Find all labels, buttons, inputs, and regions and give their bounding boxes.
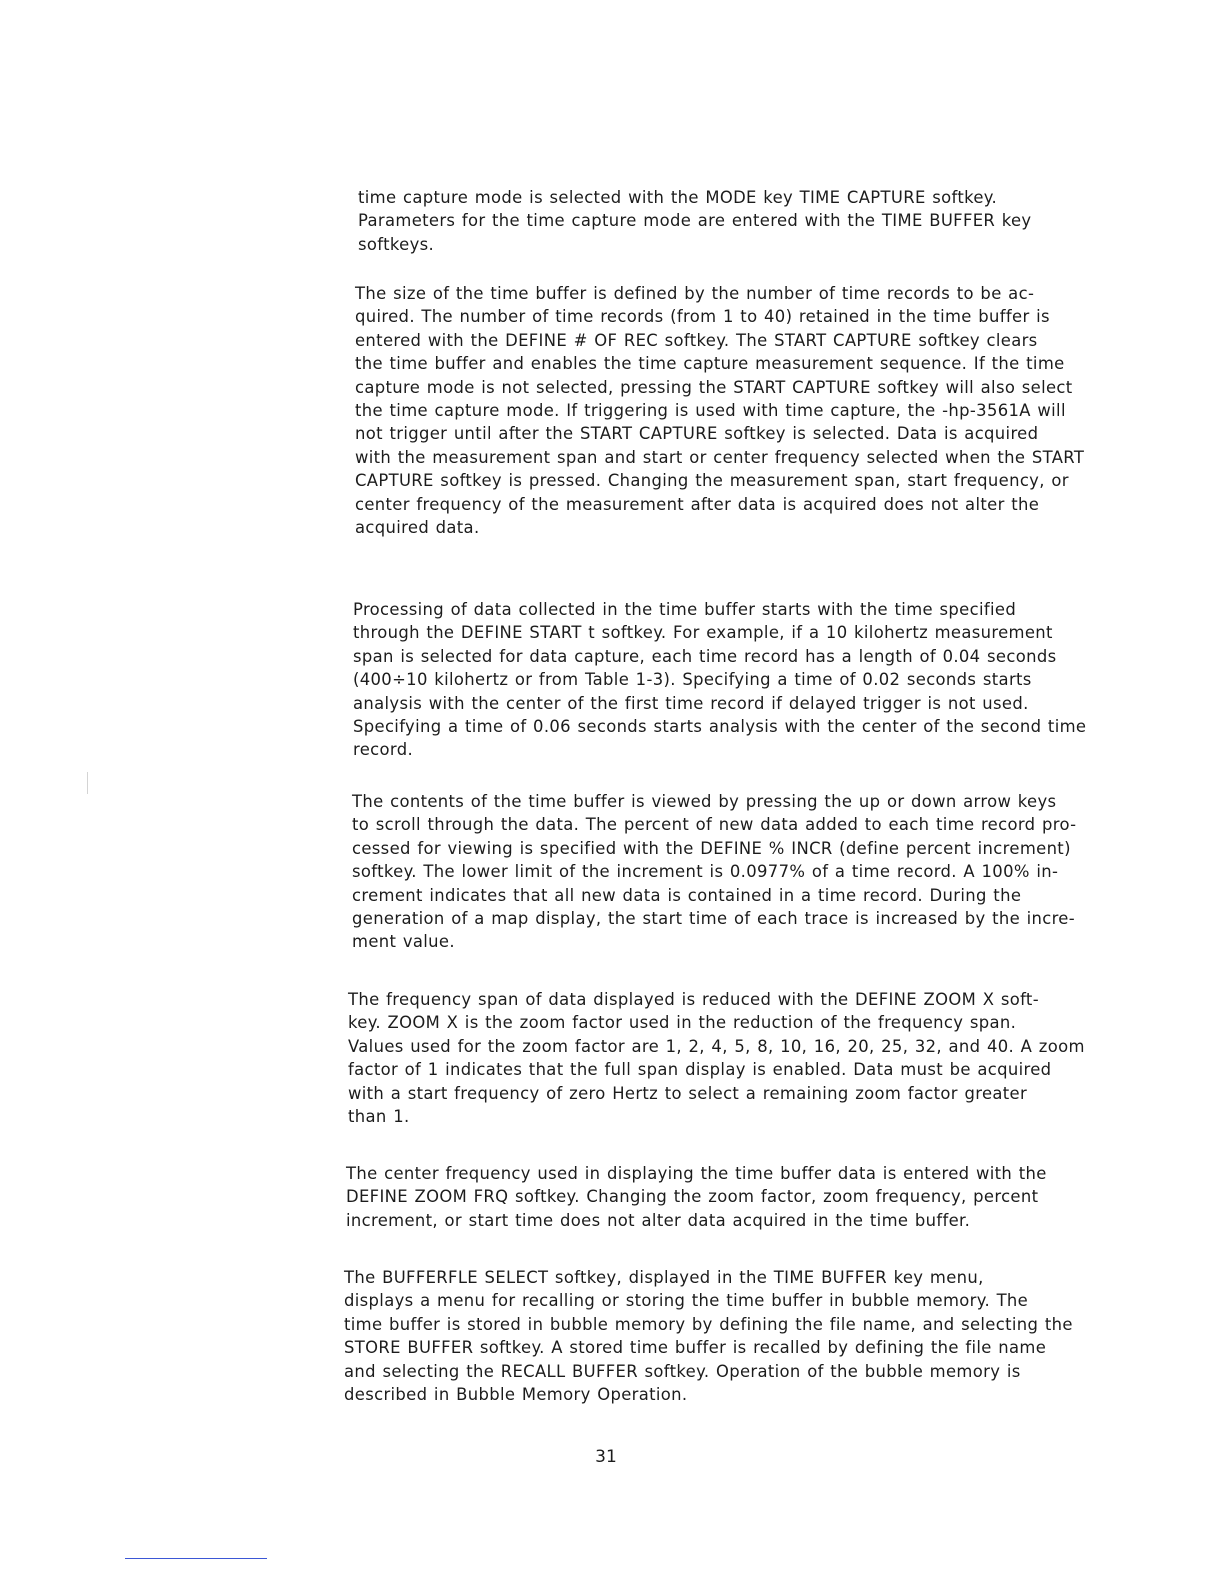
paragraph-bufferfile-select <box>344 1266 1073 1406</box>
text-line: quired. The number of time records (from 1 to 40) retained in the time buffer is <box>355 307 1050 327</box>
text-line: and selecting the RECALL BUFFER softkey. Operation of the bubble memory is <box>344 1361 1021 1381</box>
text-line: factor of 1 indicates that the full span display is enabled. Data must be acquired <box>348 1060 1052 1080</box>
text-line: DEFINE ZOOM FRQ softkey. Changing the zoom factor, zoom frequency, percent <box>346 1187 1039 1207</box>
text-line: capture mode is not selected, pressing the START CAPTURE softkey will also select <box>355 377 1073 397</box>
paragraph-zoom-factor <box>348 988 1085 1128</box>
text-line: the time buffer and enables the time capture measurement sequence. If the time <box>355 354 1065 374</box>
page-number: 31 <box>595 1447 617 1467</box>
paragraph-zoom-frequency <box>346 1162 1047 1232</box>
text-line: Parameters for the time capture mode are entered with the TIME BUFFER key <box>358 211 1032 231</box>
text-line: than 1. <box>348 1107 410 1127</box>
text-line: ment value. <box>352 932 455 952</box>
text-line: The size of the time buffer is defined by the number of time records to be ac- <box>355 284 1035 303</box>
text-line: acquired data. <box>355 518 480 538</box>
text-line: The BUFFERFLE SELECT softkey, displayed in the TIME BUFFER key menu, <box>344 1268 984 1287</box>
text-line: cessed for viewing is specified with the DEFINE % INCR (define percent increment) <box>352 838 1071 858</box>
text-line: The contents of the time buffer is viewed by pressing the up or down arrow keys <box>352 792 1057 811</box>
paragraph-time-capture-mode <box>358 186 1031 256</box>
text-line: through the DEFINE START t softkey. For example, if a 10 kilohertz measurement <box>353 623 1053 643</box>
paragraph-processing-start-time <box>353 598 1086 762</box>
text-line: Values used for the zoom factor are 1, 2, 4, 5, 8, 10, 16, 20, 25, 32, and 40. A zoom <box>348 1036 1085 1056</box>
scan-artifact-mark <box>87 772 88 794</box>
text-line: CAPTURE softkey is pressed. Changing the measurement span, start frequency, or <box>355 471 1069 491</box>
text-line: to scroll through the data. The percent of new data added to each time record pro- <box>352 815 1077 835</box>
text-line: (400÷10 kilohertz or from Table 1-3). Specifying a time of 0.02 seconds starts <box>353 670 1032 690</box>
text-line: Processing of data collected in the time buffer starts with the time specified <box>353 600 1017 619</box>
text-line: with the measurement span and start or center frequency selected when the START <box>355 447 1085 467</box>
text-line: The center frequency used in displaying the time buffer data is entered with the <box>346 1164 1047 1183</box>
text-line: crement indicates that all new data is contained in a time record. During the <box>352 885 1022 905</box>
text-line: entered with the DEFINE # OF REC softkey. The START CAPTURE softkey clears <box>355 330 1038 350</box>
text-line: span is selected for data capture, each time record has a length of 0.04 seconds <box>353 646 1057 666</box>
text-line: center frequency of the measurement after data is acquired does not alter the <box>355 494 1040 514</box>
paragraph-viewing-percent-increment <box>352 790 1076 954</box>
text-line: displays a menu for recalling or storing the time buffer in bubble memory. The <box>344 1291 1029 1311</box>
text-line: Specifying a time of 0.06 seconds starts analysis with the center of the second time <box>353 717 1087 737</box>
text-line: record. <box>353 740 414 760</box>
text-line: softkeys. <box>358 234 435 254</box>
text-line: described in Bubble Memory Operation. <box>344 1385 688 1405</box>
text-line: generation of a map display, the start time of each trace is increased by the incre- <box>352 909 1076 929</box>
text-line: not trigger until after the START CAPTURE softkey is selected. Data is acquired <box>355 424 1039 444</box>
text-line: with a start frequency of zero Hertz to select a remaining zoom factor greater <box>348 1083 1028 1103</box>
text-line: the time capture mode. If triggering is used with time capture, the -hp-3561A will <box>355 401 1066 421</box>
text-line: STORE BUFFER softkey. A stored time buffer is recalled by defining the file name <box>344 1338 1047 1358</box>
text-line: key. ZOOM X is the zoom factor used in the reduction of the frequency span. <box>348 1013 1017 1033</box>
text-line: time buffer is stored in bubble memory by defining the file name, and selecting the <box>344 1314 1073 1334</box>
text-line: analysis with the center of the first time record if delayed trigger is not used. <box>353 693 1029 713</box>
paragraph-time-buffer-size <box>355 282 1084 539</box>
text-line: The frequency span of data displayed is reduced with the DEFINE ZOOM X soft- <box>348 990 1039 1009</box>
footer-rule <box>125 1558 267 1559</box>
text-line: time capture mode is selected with the MODE key TIME CAPTURE softkey. <box>358 188 998 207</box>
text-line: increment, or start time does not alter data acquired in the time buffer. <box>346 1210 971 1230</box>
text-line: softkey. The lower limit of the increment is 0.0977% of a time record. A 100% in- <box>352 862 1059 882</box>
